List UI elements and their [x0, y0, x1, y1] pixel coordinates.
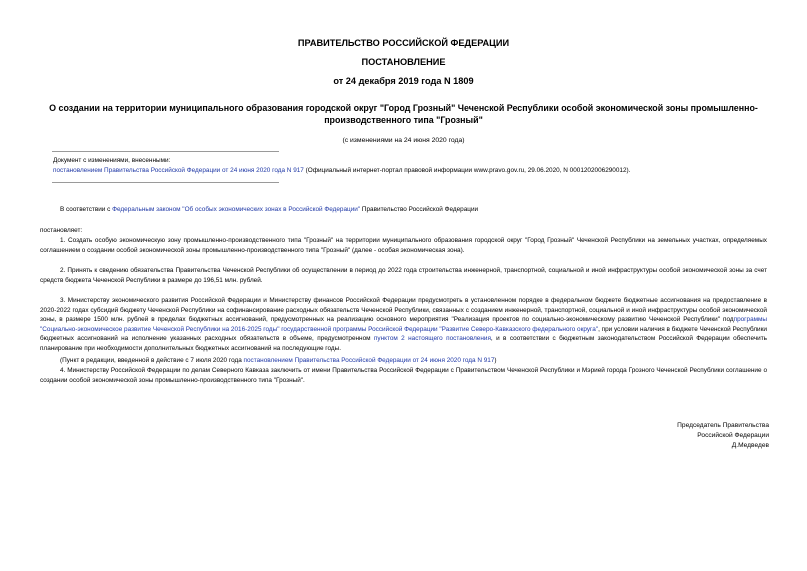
- title-line-1: О создании на территории муниципального образования городской округ "Город Грозный" Чеченской Республики особой экономической зоны промышленно-: [49, 103, 758, 113]
- program-link[interactable]: программы "Социально-экономическое развитие Чеченской Республики на 2016-2025 годы" государственной программы Российской Федерации "Развитие Северо-Кавказского федерального округа": [40, 316, 767, 333]
- amendments-intro: Документ с изменениями, внесенными:: [53, 157, 171, 164]
- item-3-text-c: , и в соответствии с бюджетным законодательством Российской Федерации обеспечить планирование при необходимости дополнительных бюджетных ассигнований на последующие годы.: [40, 335, 767, 352]
- preamble-prefix: В соответствии с: [60, 206, 113, 213]
- point-2-link[interactable]: пунктом 2 настоящего постановления: [373, 335, 491, 343]
- amendment-link[interactable]: постановлением Правительства Российской Федерации от 24 июня 2020 года N 917: [53, 167, 304, 174]
- item-3-text-a: 3. Министерству экономического развития Российской Федерации и Министерству финансов Российской Федерации предусмотреть в установленном порядке в федеральном бюджете бюджетные ассигнования на предоставление в 2020-2022 годах субсидий бюджету Чеченской Республики на софинансирование расходных обязательств Чеченской Республики, связанных с созданием инженерной, транспортной, социальной и иной инфраструктуры особой экономической зоны, в размере 1500 млн. рублей в пределах бюджетных ассигнований, предусмотренных на реализацию основного мероприятия "Реализация проектов по социально-экономическому развитию Чеченской Республики" под: [40, 297, 767, 324]
- decides-label: постановляет:: [40, 227, 83, 234]
- signature-name: Д.Медведев: [731, 442, 769, 449]
- date-number-heading: от 24 декабря 2019 года N 1809: [333, 76, 474, 86]
- preamble: [60, 205, 760, 215]
- signature-org: Российской Федерации: [697, 432, 769, 439]
- amendments-line: [53, 166, 773, 176]
- changes-note: (с изменениями на 24 июня 2020 года): [342, 137, 465, 144]
- title-line-2: производственного типа "Грозный": [324, 115, 483, 125]
- edit-note-suffix: ): [494, 357, 497, 364]
- item-3-text-b: , при условии наличия в бюджете Чеченской Республики бюджетных ассигнований на исполнение указанных расходных обязательств в объеме, предусмотренном: [40, 325, 767, 343]
- edit-note-link[interactable]: постановлением Правительства Российской Федерации от 24 июня 2020 года N 917: [243, 357, 495, 364]
- federal-law-link[interactable]: Федеральным законом "Об особых экономических зонах в Российской Федерации": [112, 206, 361, 213]
- item-4: 4. Министерству Российской Федерации по делам Северного Кавказа заключить от имени Правительства Российской Федерации с Правительством Чеченской Республики и Мэрией города Грозного Чеченской Республики соглашение о создании особой экономической зоны промышленно-производственного типа "Грозный".: [40, 367, 767, 384]
- preamble-suffix: Правительство Российской Федерации: [360, 206, 479, 213]
- doc-type-heading: ПОСТАНОВЛЕНИЕ: [361, 57, 446, 67]
- item-3: [40, 296, 767, 354]
- signature-title: Председатель Правительства: [677, 422, 769, 429]
- org-heading: ПРАВИТЕЛЬСТВО РОССИЙСКОЙ ФЕДЕРАЦИИ: [297, 38, 510, 48]
- amendments-top-rule: [52, 151, 279, 152]
- amendments-bottom-rule: [52, 182, 279, 183]
- amendment-source: (Официальный интернет-портал правовой информации www.pravo.gov.ru, 29.06.2020, N 0001202006290012).: [303, 167, 631, 174]
- item-2: 2. Принять к сведению обязательства Правительства Чеченской Республики об осуществлении в период до 2022 года строительства инженерной, транспортной, социальной и иной инфраструктуры особой экономической зоны за счет средств бюджета Чеченской Республики в размере до 196,51 млн. рублей.: [40, 267, 767, 284]
- item-1: 1. Создать особую экономическую зону промышленно-производственного типа "Грозный" на территории муниципального образования городской округ "Город Грозный" Чеченской Республики на земельных участках, определяемых соглашением о создании особой экономической зоны промышленно-производственного типа "Грозный" (далее - особая экономическая зона).: [40, 237, 767, 254]
- item-3-edit-note: [60, 356, 767, 366]
- edit-note-prefix: (Пункт в редакции, введенной в действие с 7 июля 2020 года: [60, 357, 244, 364]
- signature-block: [677, 421, 769, 451]
